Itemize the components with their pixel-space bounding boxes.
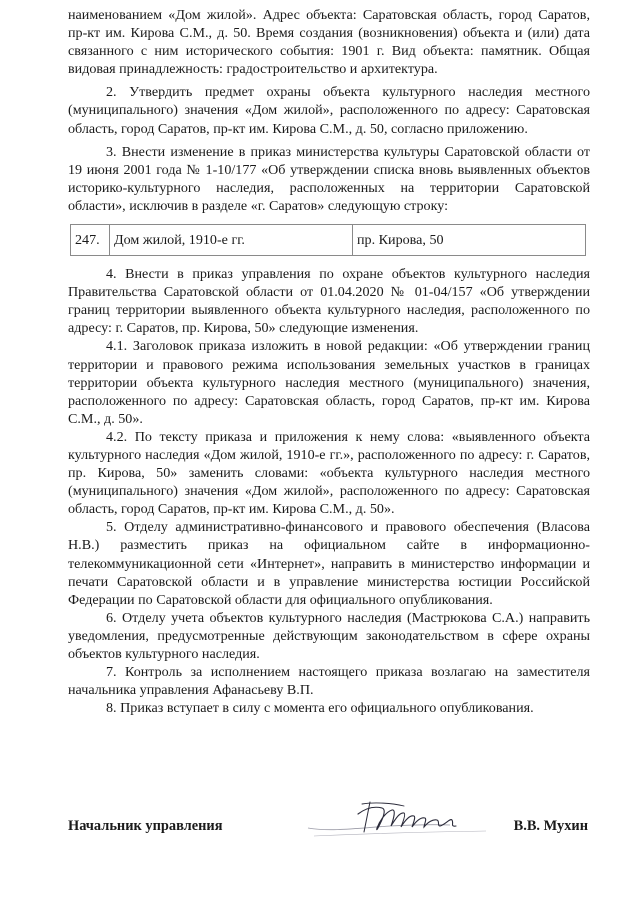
handwritten-signature-icon	[300, 798, 500, 844]
table-row	[71, 225, 586, 256]
row-object-name: Дом жилой, 1910-е гг.	[110, 225, 353, 256]
paragraph-item-4-1: 4.1. Заголовок приказа изложить в новой редакции: «Об утверждении границ территории и правового режима использования земельных участков в границах территории объекта культурного наследия местного (муниципального) значения, расположенного по адресу: Саратовская область, город Саратов, пр-кт им. Кирова С.М., д. 50».	[68, 338, 590, 427]
signature-block	[68, 808, 590, 848]
signatory-position: Начальник управления	[68, 818, 223, 834]
paragraph-item-5: 5. Отделу административно-финансового и правового обеспечения (Власова Н.В.) разместить приказ на официальном сайте в информационно-телекоммуникационной сети «Интернет», направить в министерство информации и печати Саратовской области и в управление министерства юстиции Российской Федерации по Саратовской области для официального опубликования.	[68, 519, 590, 608]
paragraph-item-6: 6. Отделу учета объектов культурного наследия (Мастрюкова С.А.) направить уведомления, предусмотренные действующим законодательством в сфере охраны объектов культурного наследия.	[68, 609, 590, 662]
paragraph-item-7: 7. Контроль за исполнением настоящего приказа возлагаю на заместителя начальника управления Афанасьеву В.П.	[68, 664, 590, 699]
paragraph-item-3: 3. Внести изменение в приказ министерства культуры Саратовской области от 19 июня 2001 года № 1-10/177 «Об утверждении списка вновь выявленных объектов историко-культурного наследия, расположенных на территории Саратовской области», исключив в разделе «г. Саратов» следующую строку:	[68, 143, 590, 214]
row-address: пр. Кирова, 50	[353, 225, 586, 256]
row-number: 247.	[71, 225, 110, 256]
paragraph-item-4-2: 4.2. По тексту приказа и приложения к нему слова: «выявленного объекта культурного наследия «Дом жилой, 1910-е гг.», расположенного по адресу: г. Саратов, пр. Кирова, 50» заменить словами: «объекта культурного наследия местного (муниципального) значения «Дом жилой», расположенного по адресу: Саратовская область, город Саратов, пр-кт им. Кирова С.М., д. 50».	[68, 428, 590, 518]
paragraph-item-4: 4. Внести в приказ управления по охране объектов культурного наследия Правительства Саратовской области от 01.04.2020 № 01-04/157 «Об утверждении границ территории выявленного объекта культурного наследия, расположенного по адресу: г. Саратов, пр. Кирова, 50» следующие изменения.	[68, 266, 590, 337]
signatory-name: В.В. Мухин	[513, 818, 588, 834]
document-body	[68, 6, 590, 717]
paragraph-item-2: 2. Утвердить предмет охраны объекта культурного наследия местного (муниципального) значения «Дом жилой», расположенного по адресу: Саратовская область, город Саратов, пр-кт им. Кирова С.М., д. 50, согласно приложению.	[68, 84, 590, 137]
paragraph-item-8: 8. Приказ вступает в силу с момента его официального опубликования.	[106, 700, 534, 717]
paragraph-object-description: наименованием «Дом жилой». Адрес объекта: Саратовская область, город Саратов, пр-кт им. Кирова С.М., д. 50. Время создания (возникновения) объекта и (или) дата связанного с ним исторического события: 1901 г. Вид объекта: памятник. Общая видовая принадлежность: градостроительство и архитектура.	[68, 7, 590, 78]
excluded-row-table	[70, 224, 586, 256]
